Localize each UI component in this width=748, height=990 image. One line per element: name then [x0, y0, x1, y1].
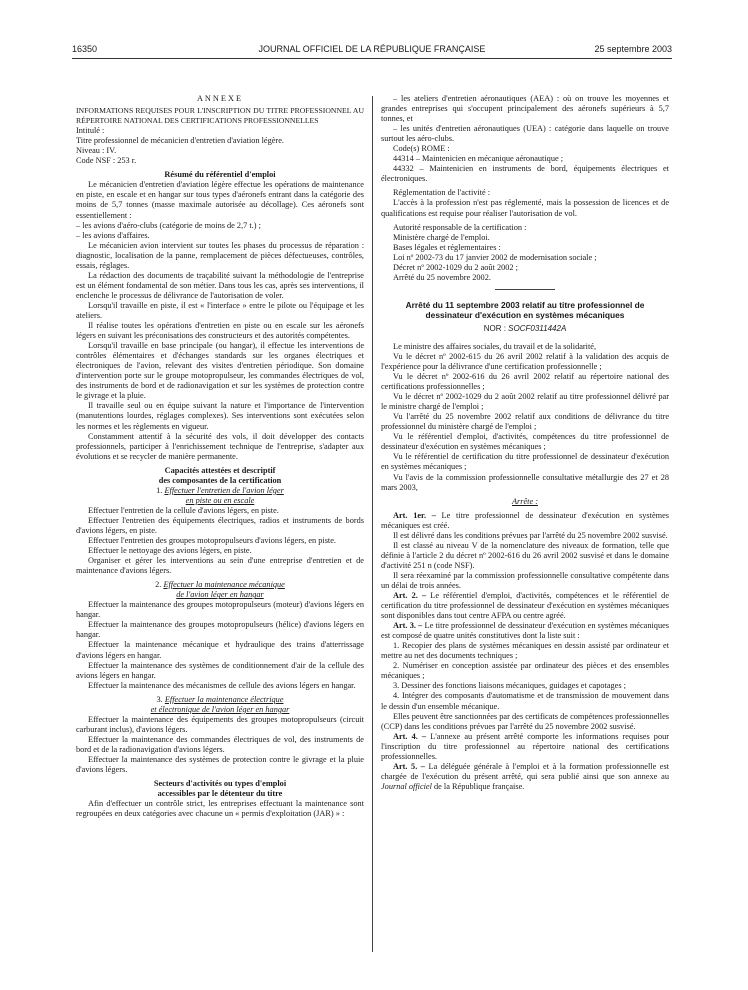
- resume-paragraph: Lorsqu'il travaille en base principale (ou hangar), il effectue les interventions de contrôles élémentaires et d'échanges standards sur les organes électriques et électroniques de l'avion, relevant des visites d'entretien périodique. Son domaine d'intervention porte sur le groupe motopropulseur, les commandes électriques de vol, des instruments de bord et de radionavigation et sur les systèmes de protection contre le givrage et la pluie.: [76, 341, 364, 401]
- list-item: Effectuer la maintenance des systèmes de protection contre le givrage et la pluie d'avions légers.: [76, 755, 364, 775]
- code-nsf: Code NSF : 253 r.: [76, 156, 137, 166]
- article-3: [381, 621, 669, 641]
- list-item: 1. Recopier des plans de systèmes mécaniques en dessin assisté par ordinateur et mettre au net des documents techniques ;: [381, 641, 669, 661]
- page-header: [72, 44, 672, 58]
- list-item: Effectuer l'entretien des groupes motopropulseurs d'avions légers, en piste.: [88, 536, 336, 546]
- visa-intro: Le ministre des affaires sociales, du travail et de la solidarité,: [393, 341, 597, 351]
- article-text: La déléguée générale à l'emploi et à la formation professionnelle est chargée de l'exécution du présent arrêté, qui sera publié ainsi que son annexe au: [381, 761, 670, 781]
- section-title-text: Effectuer la maintenance électrique: [164, 694, 284, 704]
- rome-code: 44332 – Maintenicien en instruments de bord, équipements électriques et électroniques.: [381, 164, 669, 184]
- section-title: [76, 695, 364, 705]
- secteurs-heading: accessibles par le détenteur du titre: [157, 789, 283, 799]
- visa-item: Vu le décret nº 2002-616 du 26 avril 2002 relatif au répertoire national des certifications professionnelles ;: [381, 372, 669, 392]
- list-item: Effectuer la maintenance des groupes motopropulseurs (hélice) d'avions légers en hangar.: [76, 620, 364, 640]
- bases-label: Bases légales et réglementaires :: [393, 242, 501, 252]
- journal-officiel-ref: Journal officiel: [381, 781, 432, 791]
- bases-item: Décret nº 2002-1029 du 2 août 2002 ;: [393, 262, 518, 272]
- visa-item: Vu l'arrêté du 25 novembre 2002 relatif aux conditions de délivrance du titre professionnel du ministère chargé de l'emploi ;: [381, 412, 669, 432]
- nor-label: NOR :: [483, 323, 506, 333]
- reglementation-text: L'accès à la profession n'est pas réglementé, mais la possession de licences et de qualifications est requise pour réaliser l'autorisation de vol.: [381, 198, 669, 218]
- article-2: [381, 591, 669, 621]
- list-item: 4. Intégrer des composants d'automatisme et de transmission de mouvement dans le dessin d'un ensemble mécanique.: [381, 691, 669, 711]
- intitule-label: Intitulé :: [76, 126, 105, 136]
- capacites-heading: des composantes de la certification: [158, 475, 282, 485]
- autorite-value: Ministère chargé de l'emploi.: [393, 232, 490, 242]
- visa-item: Vu le référentiel d'emploi, d'activités, compétences du titre professionnel de dessinateur d'exécution en systèmes mécaniques ;: [381, 432, 669, 452]
- annexe-title: INFORMATIONS REQUISES POUR L'INSCRIPTION DU TITRE PROFESSIONNEL AU RÉPERTOIRE NATIONAL DES CERTIFICATIONS PROFESSIONNELLES: [76, 106, 364, 126]
- nor-value: SOCF0311442A: [508, 323, 567, 333]
- arrete-title: Arrêté du 11 septembre 2003 relatif au titre professionnel de dessinateur d'exécution en systèmes mécaniques: [405, 299, 645, 320]
- section-number: 3.: [156, 694, 163, 704]
- list-item: Effectuer la maintenance des groupes motopropulseurs (moteur) d'avions légers en hangar.: [76, 600, 364, 620]
- resume-paragraph: Constamment attentif à la sécurité des vols, il doit développer des contacts professionnels, participer à l'enrichissement technique de l'entreprise, s'adapter aux évolutions et se recycler de manière permanente.: [76, 431, 364, 461]
- list-item: Effectuer la maintenance des mécanismes de cellule des avions légers en hangar.: [88, 680, 356, 690]
- list-item: Effectuer le nettoyage des avions légers, en piste.: [88, 546, 252, 556]
- article-text: Le référentiel d'emploi, d'activités, compétences et le référentiel de certification du titre professionnel de dessinateur d'exécution en systèmes mécaniques sont disponibles dans tout centre AFPA ou centre agréé.: [381, 591, 669, 621]
- article-label: Art. 1er. –: [393, 510, 436, 520]
- section-title-text: et électronique de l'avion léger en hangar: [150, 704, 290, 714]
- right-column: [381, 94, 669, 792]
- visa-item: Vu l'avis de la commission professionnelle consultative métallurgie des 27 et 28 mars 2003,: [381, 472, 669, 492]
- resume-paragraph: Lorsqu'il travaille en piste, il est « l'interface » entre le pilote ou l'équipage et les ateliers.: [76, 300, 364, 320]
- list-item: Effectuer la maintenance mécanique et hydraulique des trains d'atterrissage d'avions légers en hangar.: [76, 640, 364, 660]
- category-bullet: – les unités d'entretien aéronautiques (UEA) : catégorie dans laquelle on trouve surtout les aéro-clubs.: [381, 124, 669, 144]
- autorite-label: Autorité responsable de la certification :: [393, 222, 527, 232]
- resume-heading: Résumé du référentiel d'emploi: [164, 170, 276, 180]
- journal-title: JOURNAL OFFICIEL DE LA RÉPUBLIQUE FRANÇAISE: [258, 44, 486, 54]
- bases-item: Arrêté du 25 novembre 2002.: [393, 272, 491, 282]
- arrete-separator: [495, 289, 555, 290]
- resume-bullet: – les avions d'aéro-clubs (catégorie de moins de 2,7 t.) ;: [76, 220, 261, 230]
- article-text: Le titre professionnel de dessinateur d'exécution en systèmes mécaniques est composé de quatre unités constitutives dont la liste suit :: [381, 621, 670, 641]
- section-title: [76, 486, 364, 496]
- list-item: Organiser et gérer les interventions au sein d'une entreprise d'entretien et de maintenance d'avions légers.: [76, 556, 364, 576]
- article-paragraph: Il sera réexaminé par la commission professionnelle consultative compétente dans un délai de trois années.: [381, 570, 669, 590]
- section-title-text: Effectuer l'entretien de l'avion léger: [164, 485, 284, 495]
- section-number: 1.: [156, 485, 163, 495]
- niveau: Niveau : IV.: [76, 146, 117, 156]
- resume-paragraph: Il travaille seul ou en équipe suivant la nature et l'importance de l'intervention (manutentions lourdes, réglages complexes). Ses interventions sont exécutées selon les normes et les règlements en vigueur.: [76, 401, 364, 431]
- resume-paragraph: Le mécanicien avion intervient sur toutes les phases du processus de réparation : diagnostic, localisation de la panne, remplacement de pièces défectueuses, contrôles, essais, réglages.: [76, 240, 364, 270]
- article-label: Art. 3. –: [393, 621, 423, 631]
- list-item: Effectuer l'entretien de la cellule d'avions légers, en piste.: [88, 505, 279, 515]
- list-item: Effectuer la maintenance des commandes électriques de vol, des instruments de bord et de la radionavigation d'avions légers.: [76, 734, 364, 754]
- resume-paragraph: Il réalise toutes les opérations d'entretien en piste ou en escale sur les aéronefs légers en suivant les préconisations des constructeurs et des autorités compétentes.: [76, 321, 364, 341]
- bases-item: Loi nº 2002-73 du 17 janvier 2002 de modernisation sociale ;: [393, 252, 597, 262]
- rome-label: Code(s) ROME :: [393, 144, 450, 154]
- annexe-heading: ANNEXE: [196, 94, 244, 103]
- article-paragraph: Il est classé au niveau V de la nomenclature des niveaux de formation, telle que définie à l'article 2 du décret nº 2002-616 du 26 avril 2002 susvisé et dans le domaine d'activité 251 n (code NSF).: [381, 540, 669, 570]
- article-label: Art. 2. –: [393, 591, 427, 601]
- article-paragraph: Il est délivré dans les conditions prévues par l'arrêté du 25 novembre 2002 susvisé.: [393, 530, 668, 540]
- page-number: 16350: [72, 44, 98, 54]
- list-item: 3. Dessiner des fonctions liaisons mécaniques, guidages et capotages ;: [393, 681, 626, 691]
- intitule-value: Titre professionnel de mécanicien d'entretien d'aviation légère.: [76, 136, 284, 146]
- resume-bullet: – les avions d'affaires.: [76, 230, 150, 240]
- publication-date: 25 septembre 2003: [594, 44, 672, 54]
- article-text: Le titre professionnel de dessinateur d'exécution en systèmes mécaniques est créé.: [381, 510, 669, 530]
- secteurs-paragraph: Afin d'effectuer un contrôle strict, les entreprises effectuant la maintenance sont regroupées en deux catégories avec chacune un « permis d'exploitation (JAR) » :: [76, 799, 364, 819]
- reglementation-label: Réglementation de l'activité :: [393, 188, 491, 198]
- column-separator: [372, 96, 373, 952]
- visa-item: Vu le décret nº 2002-1029 du 2 août 2002 relatif au titre professionnel délivré par le ministre chargé de l'emploi ;: [381, 392, 669, 412]
- article-paragraph: Elles peuvent être sanctionnées par des certificats de compétences professionnelles (CCP) dans les conditions prévues par l'arrêté du 25 novembre 2002 susvisé.: [381, 711, 669, 731]
- section-title-text: de l'avion léger en hangar: [176, 590, 264, 600]
- visa-item: Vu le référentiel de certification du titre professionnel de dessinateur d'exécution en systèmes mécaniques ;: [381, 452, 669, 472]
- category-bullet: – les ateliers d'entretien aéronautiques (AEA) : où on trouve les moyennes et grandes entreprises qui s'occupent principalement des aéronefs supérieurs à 5,7 tonnes, et: [381, 94, 669, 124]
- article-text: L'annexe au présent arrêté comporte les informations requises pour l'inscription du titre professionnel au répertoire national des certifications professionnelles.: [381, 731, 670, 761]
- article-1: [381, 511, 669, 531]
- article-label: Art. 5. –: [393, 761, 425, 771]
- resume-paragraph: La rédaction des documents de traçabilité suivant la méthodologie de l'entreprise est un élément fondamental de son métier. Dans tous les cas, après ses interventions, il enclenche le processus de délivrance de l'autorisation de voler.: [76, 270, 364, 300]
- arrete-word: Arrête :: [511, 496, 539, 506]
- article-5: [381, 762, 669, 792]
- rome-code: 44314 – Maintenicien en mécanique aéronautique ;: [393, 154, 564, 164]
- list-item: Effectuer l'entretien des équipements électriques, radios et instruments de bords d'avions légers, en piste.: [76, 515, 364, 535]
- capacites-heading: Capacités attestées et descriptif: [164, 465, 276, 475]
- section-title-text: Effectuer la maintenance mécanique: [163, 580, 285, 590]
- article-4: [381, 732, 669, 762]
- resume-paragraph: Le mécanicien d'entretien d'aviation légère effectue les opérations de maintenance en piste, en escale et en hangar sur tous types d'aéronefs entrant dans la catégorie des moins de 5,7 tonnes (masse maximale autorisée au décollage). Ces aéronefs sont essentiellement :: [76, 180, 364, 220]
- secteurs-heading: Secteurs d'activités ou types d'emploi: [153, 779, 287, 789]
- header-rule: [72, 58, 672, 59]
- list-item: 2. Numériser en conception assistée par ordinateur des pièces et des ensembles mécaniques ;: [381, 661, 669, 681]
- article-text: de la République française.: [434, 781, 525, 791]
- article-label: Art. 4. –: [393, 731, 427, 741]
- section-title: [76, 580, 364, 590]
- list-item: Effectuer la maintenance des équipements des groupes motopropulseurs (circuit carburant inclus), d'avions légers.: [76, 714, 364, 734]
- list-item: Effectuer la maintenance des systèmes de conditionnement d'air de la cellule des avions légers en hangar.: [76, 660, 364, 680]
- left-column: [76, 94, 364, 819]
- section-title-text: en piste ou en escale: [185, 495, 255, 505]
- visa-item: Vu le décret nº 2002-615 du 26 avril 2002 relatif à la validation des acquis de l'expérience pour la délivrance d'une certification professionnelle ;: [381, 351, 669, 371]
- nor-reference: [381, 324, 669, 334]
- section-number: 2.: [155, 580, 162, 590]
